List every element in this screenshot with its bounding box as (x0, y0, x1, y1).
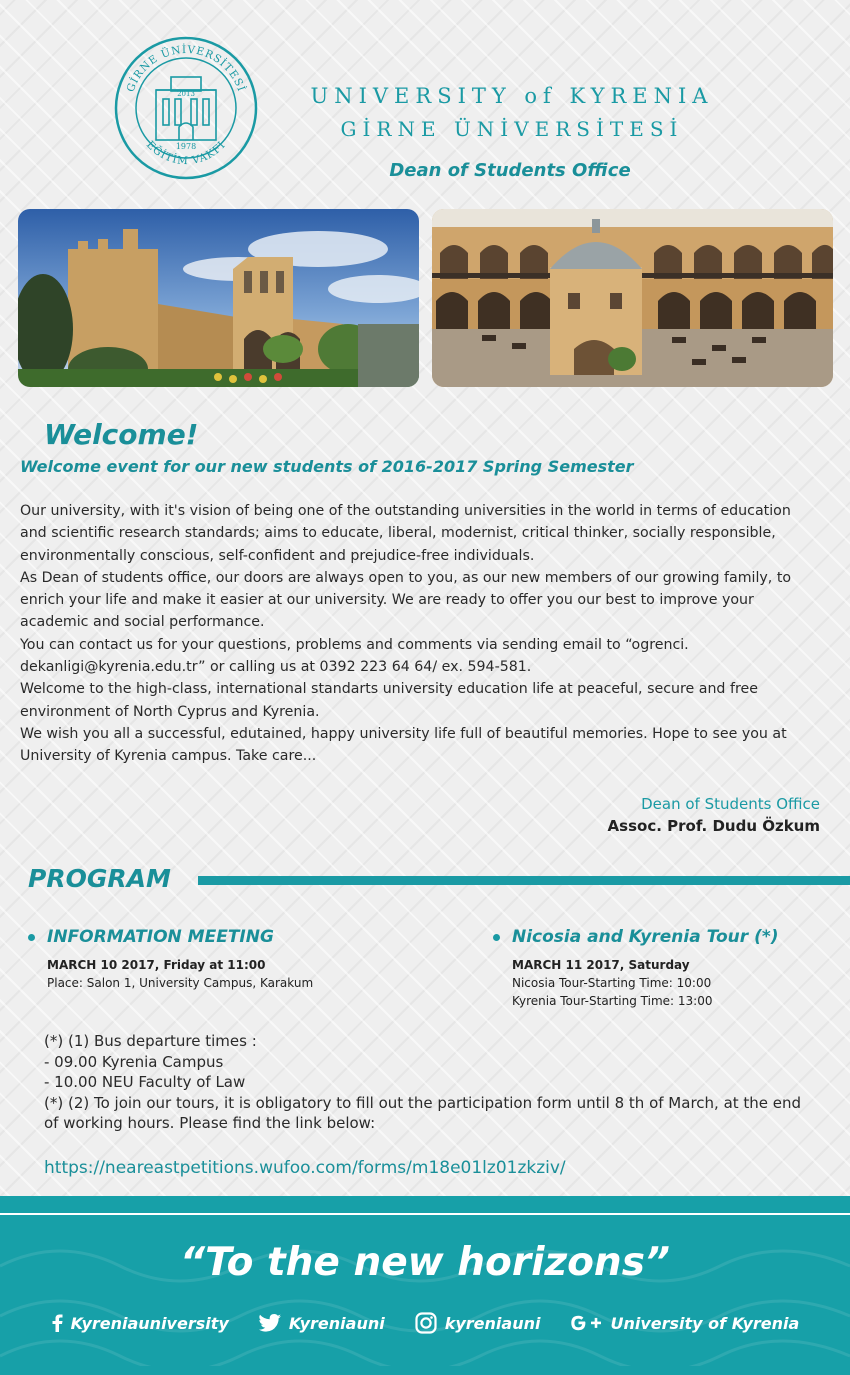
social-facebook[interactable] (51, 1314, 229, 1333)
event-place: Place: Salon 1, University Campus, Karakum (47, 976, 314, 990)
welcome-paragraph: Welcome to the high-class, international standarts university education life at peaceful, secure and free environment of North Cyprus and Kyrenia. (20, 681, 758, 720)
social-twitter[interactable] (259, 1314, 385, 1333)
signature-name: Assoc. Prof. Dudu Özkum (607, 817, 820, 835)
program-title: PROGRAM (28, 864, 171, 893)
program-divider (198, 876, 850, 885)
event-date: MARCH 10 2017, Friday at 11:00 (47, 958, 266, 972)
university-name: UNIVERSITY of KYRENIA (310, 84, 714, 108)
office-title: Dean of Students Office (389, 160, 631, 181)
university-seal-logo (113, 35, 259, 181)
slogan: “To the new horizons” (179, 1240, 671, 1285)
signature (608, 793, 820, 837)
participation-form-link[interactable]: https://neareastpetitions.wufoo.com/forms/m18e01lz01zkziv/ (44, 1158, 566, 1178)
note-line: (*) (1) Bus departure times : (44, 1032, 257, 1050)
social-label: Kyreniauni (288, 1313, 385, 1333)
footer (0, 1196, 850, 1375)
social-links (0, 1312, 850, 1334)
buyuk-han-photo (432, 209, 833, 387)
event-information-meeting (28, 927, 448, 992)
google-plus-icon (570, 1314, 602, 1332)
seal-year-top: 2013 (177, 90, 195, 98)
footer-divider (0, 1213, 850, 1215)
seal-year-bottom: 1978 (175, 142, 197, 151)
seal-bottom-text: EĞİTİM VAKFI (143, 138, 229, 168)
welcome-paragraph: Our university, with it's vision of being one of the outstanding universities in the world in terms of education and scientific research standards; aims to educate, liberal, modernist, critical thinker, socially responsible, environmentally conscious, self-confident and prejudice-free individuals. (20, 503, 791, 564)
bullet-icon (28, 934, 35, 941)
program-notes (44, 1031, 814, 1134)
facebook-icon (51, 1314, 63, 1332)
welcome-body (20, 500, 820, 768)
social-label: kyreniauni (444, 1313, 541, 1333)
note-line: - 10.00 NEU Faculty of Law (44, 1073, 246, 1091)
social-google-plus[interactable] (570, 1314, 799, 1333)
event-date: MARCH 11 2017, Saturday (512, 958, 690, 972)
bellapais-abbey-photo (18, 209, 419, 387)
note-line: (*) (2) To join our tours, it is obligatory to fill out the participation form until 8 th of March, at the end of working hours. Please find the link below: (44, 1093, 802, 1132)
event-title: Nicosia and Kyrenia Tour (*) (512, 927, 779, 947)
social-label: University of Kyrenia (610, 1313, 800, 1333)
social-label: Kyreniauniversity (70, 1313, 229, 1333)
instagram-icon (415, 1312, 437, 1334)
signature-office: Dean of Students Office (641, 795, 820, 813)
event-time: Kyrenia Tour-Starting Time: 13:00 (512, 994, 713, 1008)
event-title: INFORMATION MEETING (47, 927, 274, 947)
event-time: Nicosia Tour-Starting Time: 10:00 (512, 976, 712, 990)
welcome-title: Welcome! (44, 418, 199, 451)
event-tour (493, 927, 833, 1010)
bullet-icon (493, 934, 500, 941)
welcome-paragraph: You can contact us for your questions, problems and comments via sending email to “ogrenci. dekanligi@kyrenia.edu.tr” or calling us at 0392 223 64 64/ ex. 594-581. (20, 636, 689, 676)
university-name-tr: GİRNE ÜNİVERSİTESİ (340, 117, 684, 141)
social-instagram[interactable] (415, 1312, 541, 1334)
seal-top-text: GİRNE ÜNİVERSİTESİ (124, 43, 248, 94)
welcome-subtitle: Welcome event for our new students of 2016-2017 Spring Semester (20, 457, 634, 476)
note-line: - 09.00 Kyrenia Campus (44, 1052, 224, 1071)
welcome-paragraph: We wish you all a successful, edutained, happy university life full of beautiful memories. Hope to see you at University of Kyrenia campus. Take care... (20, 725, 787, 765)
twitter-icon (259, 1314, 281, 1332)
welcome-paragraph: As Dean of students office, our doors are always open to you, as our new members of our growing family, to enrich your life and make it easier at our university. We are ready to offer you our best to improve your academic and social performance. (20, 569, 792, 631)
